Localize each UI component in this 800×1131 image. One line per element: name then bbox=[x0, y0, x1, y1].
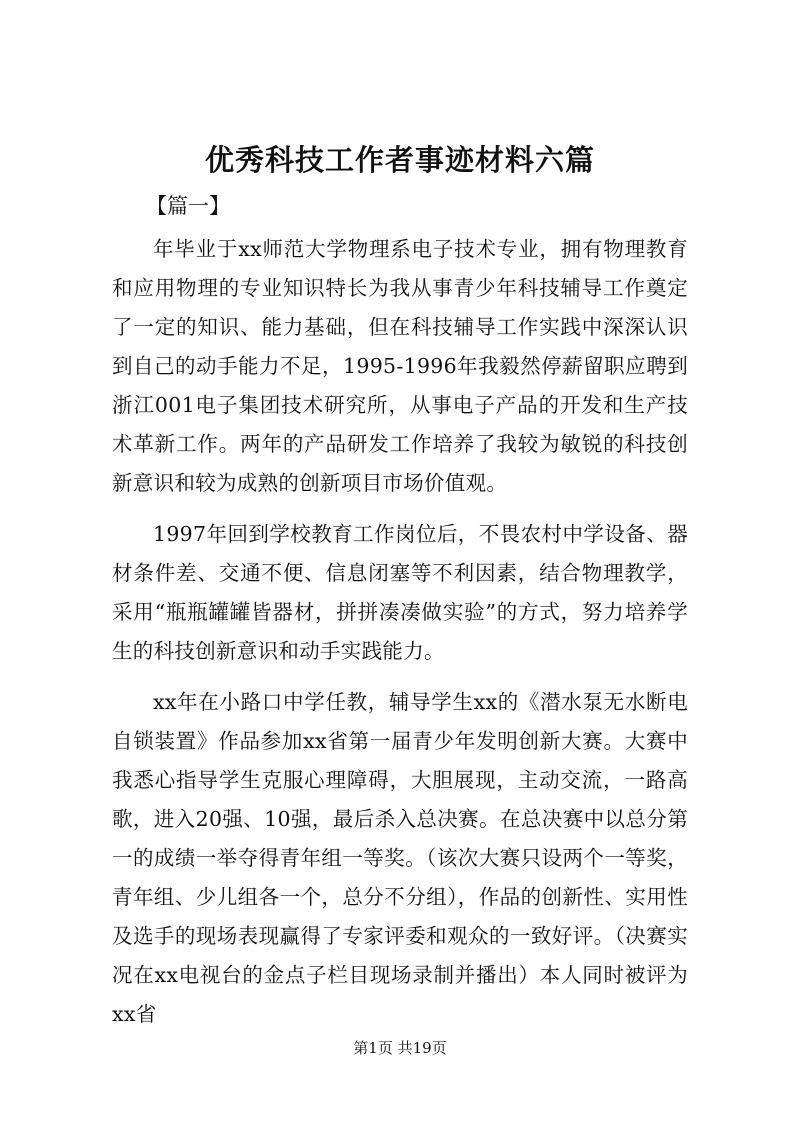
page-footer: 第1页 共19页 bbox=[353, 1039, 447, 1057]
paragraph-1: 年毕业于xx师范大学物理系电子技术专业，拥有物理教育和应用物理的专业知识特长为我从事青少年科技辅导工作奠定了一定的知识、能力基础，但在科技辅导工作实践中深深认识到自己的动手能力不足，1995-1996年我毅然停薪留职应聘到浙江001电子集团技术研究所，从事电子产品的开发和生产技术革新工作。两年的产品研发工作培养了我较为敏锐的科技创新意识和较为成熟的创新项目市场价值观。 bbox=[112, 237, 688, 495]
document-title: 优秀科技工作者事迹材料六篇 bbox=[204, 143, 595, 177]
paragraph-3: xx年在小路口中学任教，辅导学生xx的《潜水泵无水断电自锁装置》作品参加xx省第一届青少年发明创新大赛。大赛中我悉心指导学生克服心理障碍，大胆展现，主动交流，一路高歌，进入20强、10强，最后杀入总决赛。在总决赛中以总分第一的成绩一举夺得青年组一等奖。（该次大赛只设两个一等奖，青年组、少儿组各一个，总分不分组），作品的创新性、实用性及选手的现场表现赢得了专家评委和观众的一致好评。（决赛实况在xx电视台的金点子栏目现场录制并播出）本人同时被评为xx省 bbox=[112, 690, 688, 1026]
paragraph-2: 1997年回到学校教育工作岗位后，不畏农村中学设备、器材条件差、交通不便、信息闭塞等不利因素，结合物理教学，采用“瓶瓶罐罐皆器材，拼拼凑凑做实验”的方式，努力培养学生的科技创新意识和动手实践能力。 bbox=[112, 522, 688, 663]
document-body bbox=[112, 230, 688, 1046]
section-label: 【篇一】 bbox=[146, 194, 230, 218]
